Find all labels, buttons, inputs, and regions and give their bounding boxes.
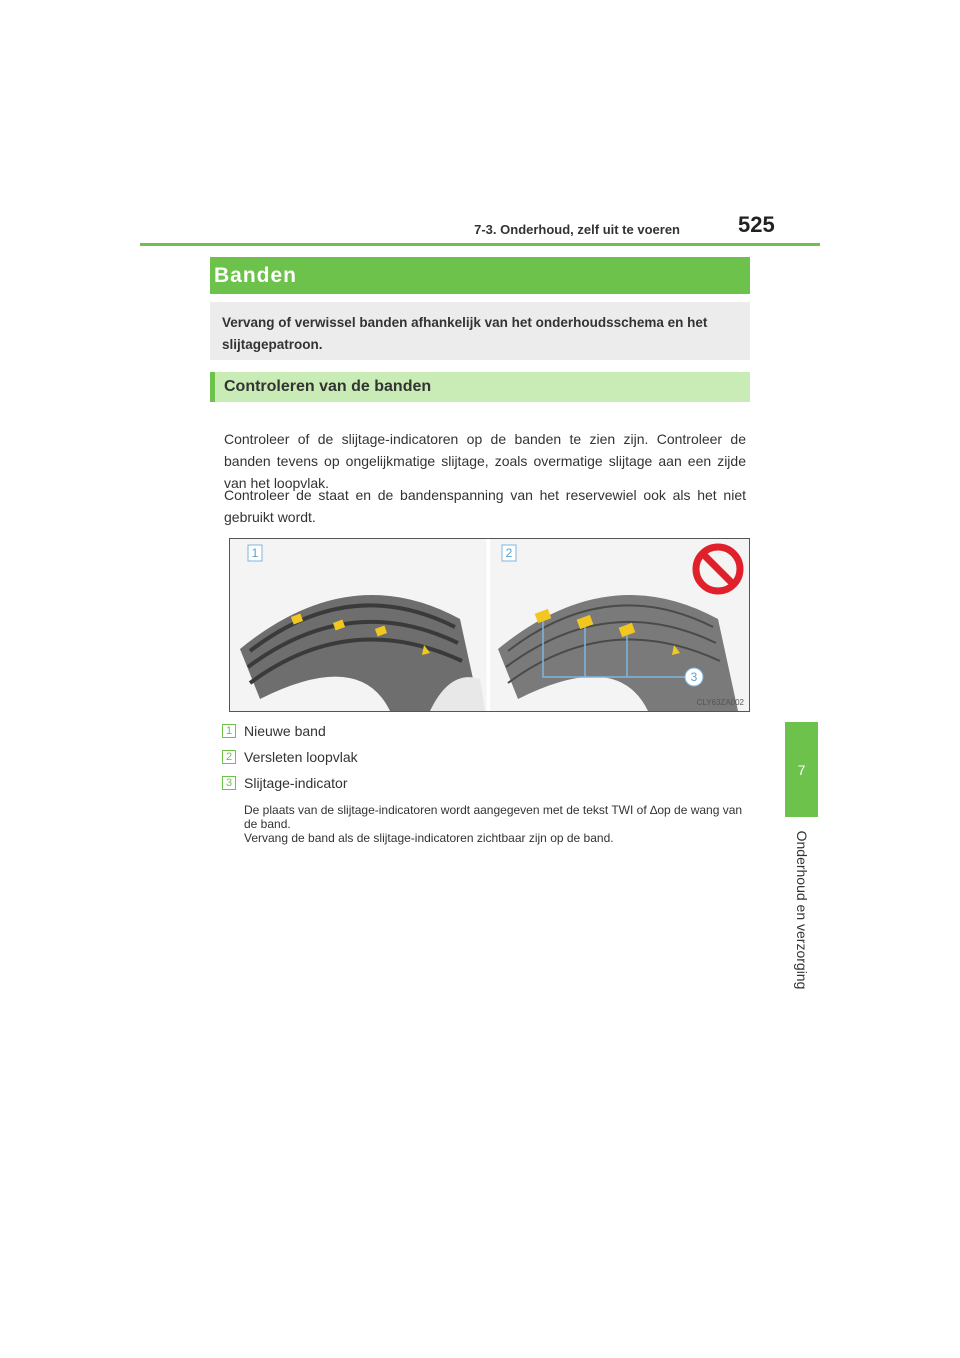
- callout-3-text: 3: [690, 670, 698, 684]
- callout-1-text: 1: [251, 546, 259, 560]
- legend-number: 3: [222, 776, 236, 790]
- legend-item: [222, 747, 358, 767]
- callout-2-text: 2: [505, 546, 513, 560]
- legend-label: Versleten loopvlak: [244, 749, 358, 765]
- callout-2: [502, 545, 516, 561]
- chapter-label: Onderhoud en verzorging: [794, 830, 810, 990]
- paragraph: Controleer of de slijtage-indicatoren op de banden te zien zijn. Controleer de banden tevens op ongelijkmatige slijtage, zoals overmatige slijtage aan een zijde van het loopvlak.: [224, 431, 746, 491]
- legend-label: Nieuwe band: [244, 723, 326, 739]
- note-text: Vervang de band als de slijtage-indicatoren zichtbaar zijn op de band.: [244, 831, 614, 845]
- legend-item: [222, 721, 326, 741]
- paragraph: Controleer de staat en de bandenspanning van het reservewiel ook als het niet gebruikt wordt.: [224, 487, 746, 525]
- callout-1: [248, 545, 262, 561]
- legend-label: Slijtage-indicator: [244, 775, 348, 791]
- tire-illustration: [229, 538, 750, 712]
- header-divider: [140, 243, 820, 246]
- section-heading: Controleren van de banden: [210, 372, 750, 402]
- callout-3: [685, 668, 703, 686]
- legend-number: 1: [222, 724, 236, 738]
- indicator-note: [244, 803, 748, 845]
- note-text: De plaats van de slijtage-indicatoren wordt aangegeven met de tekst TWI of ∆op de wang van de band.: [244, 803, 743, 831]
- tire-figure-svg: [230, 539, 749, 711]
- legend-number: 2: [222, 750, 236, 764]
- page-number: 525: [738, 212, 775, 237]
- page-title: Banden: [210, 257, 750, 294]
- intro-box: Vervang of verwissel banden afhankelijk van het onderhoudsschema en het slijtagepatroon.: [210, 302, 750, 360]
- chapter-tab: 7: [785, 722, 818, 817]
- figure-code: CLY63ZA002: [696, 698, 744, 707]
- section-title: 7-3. Onderhoud, zelf uit te voeren: [474, 222, 680, 237]
- new-tire-image: [230, 539, 488, 711]
- legend-item: [222, 773, 348, 793]
